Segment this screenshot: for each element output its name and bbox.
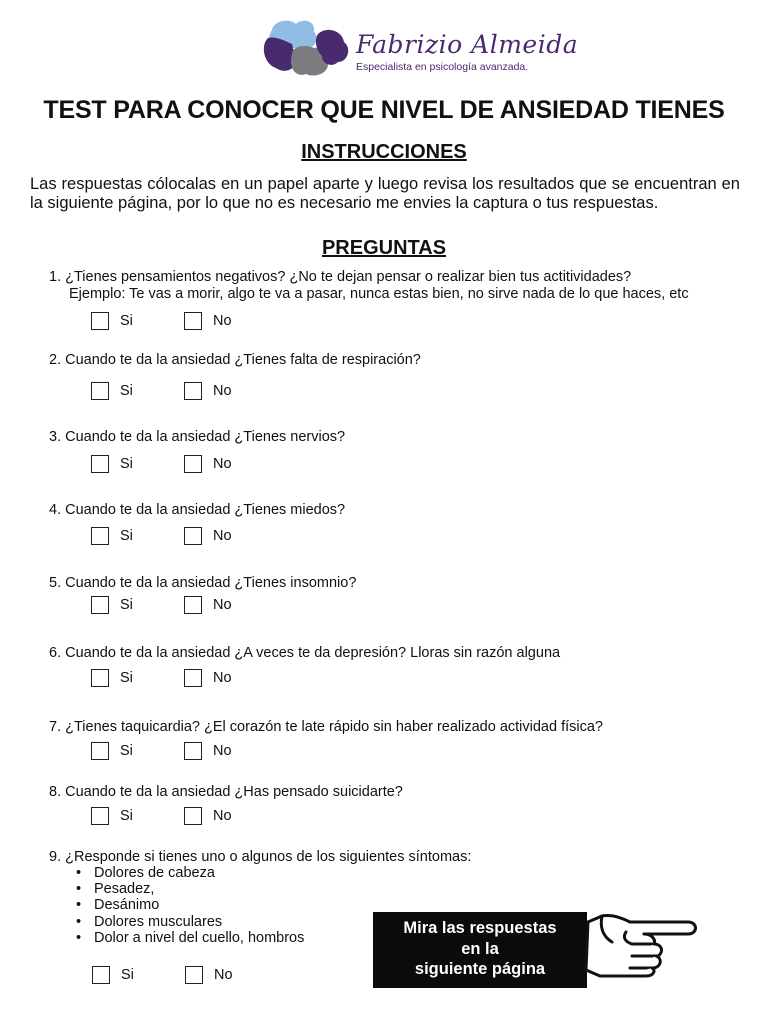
checkbox-no[interactable] xyxy=(184,669,202,687)
brand-name: Fabrizio Almeida xyxy=(356,30,579,59)
checkbox-no[interactable] xyxy=(185,966,203,984)
instructions-text: Las respuestas cólocalas en un papel aparte y luego revisa los resultados que se encuentran en la siguiente página, por lo que no es necesario me envies la captura o tus respuestas. xyxy=(30,175,740,212)
checkbox-no[interactable] xyxy=(184,382,202,400)
option-label: No xyxy=(213,670,232,686)
option-label: Si xyxy=(121,967,134,983)
pointing-hand-icon xyxy=(582,912,702,982)
option-label: Si xyxy=(120,670,133,686)
page-title: TEST PARA CONOCER QUE NIVEL DE ANSIEDAD TIENES xyxy=(43,96,725,124)
callout-line-1: Mira las respuestas xyxy=(403,919,557,937)
see-answers-callout xyxy=(373,912,587,988)
checkbox-si[interactable] xyxy=(92,966,110,984)
checkbox-no[interactable] xyxy=(184,455,202,473)
symptom-list xyxy=(76,865,304,946)
checkbox-si[interactable] xyxy=(91,382,109,400)
option-label: No xyxy=(213,808,232,824)
option-label: Si xyxy=(120,456,133,472)
question-8: 8. Cuando te da la ansiedad ¿Has pensado suicidarte? xyxy=(49,784,403,800)
list-item: • Dolores de cabeza xyxy=(76,865,304,881)
question-9: 9. ¿Responde si tienes uno o algunos de los siguientes síntomas: xyxy=(49,849,472,865)
option-label: No xyxy=(213,528,232,544)
question-7: 7. ¿Tienes taquicardia? ¿El corazón te late rápido sin haber realizado actividad física? xyxy=(49,719,603,735)
question-4: 4. Cuando te da la ansiedad ¿Tienes miedos? xyxy=(49,502,346,518)
list-item: • Dolores musculares xyxy=(76,914,304,930)
checkbox-si[interactable] xyxy=(91,312,109,330)
question-5: 5. Cuando te da la ansiedad ¿Tienes insomnio? xyxy=(49,575,357,591)
checkbox-no[interactable] xyxy=(184,742,202,760)
option-label: Si xyxy=(120,313,133,329)
checkbox-si[interactable] xyxy=(91,807,109,825)
brand-logo xyxy=(262,16,579,82)
question-3: 3. Cuando te da la ansiedad ¿Tienes nervios? xyxy=(49,429,346,445)
option-label: No xyxy=(213,383,232,399)
checkbox-si[interactable] xyxy=(91,669,109,687)
checkbox-no[interactable] xyxy=(184,527,202,545)
option-label: Si xyxy=(120,808,133,824)
option-label: Si xyxy=(120,383,133,399)
list-item: • Desánimo xyxy=(76,897,304,913)
option-label: Si xyxy=(120,597,133,613)
brain-logo-icon xyxy=(262,16,352,82)
option-label: Si xyxy=(120,743,133,759)
callout-line-2: en la xyxy=(461,939,499,958)
option-label: No xyxy=(213,597,232,613)
checkbox-si[interactable] xyxy=(91,596,109,614)
checkbox-si[interactable] xyxy=(91,455,109,473)
instructions-heading: INSTRUCCIONES xyxy=(301,141,467,163)
checkbox-si[interactable] xyxy=(91,742,109,760)
question-2: 2. Cuando te da la ansiedad ¿Tienes falta de respiración? xyxy=(49,352,421,368)
checkbox-no[interactable] xyxy=(184,596,202,614)
option-label: No xyxy=(214,967,233,983)
option-label: No xyxy=(213,743,232,759)
question-1: 1. ¿Tienes pensamientos negativos? ¿No te dejan pensar o realizar bien tus actitividades? xyxy=(49,269,632,285)
checkbox-si[interactable] xyxy=(91,527,109,545)
option-label: No xyxy=(213,313,232,329)
questions-heading: PREGUNTAS xyxy=(321,237,447,259)
brand-tagline: Especialista en psicología avanzada. xyxy=(356,61,529,73)
callout-line-3: siguiente página xyxy=(414,960,546,978)
list-item: • Pesadez, xyxy=(76,881,304,897)
list-item: • Dolor a nivel del cuello, hombros xyxy=(76,930,304,946)
question-1-example: Ejemplo: Te vas a morir, algo te va a pasar, nunca estas bien, no sirve nada de lo que haces, etc xyxy=(69,286,689,302)
question-6: 6. Cuando te da la ansiedad ¿A veces te da depresión? Lloras sin razón alguna xyxy=(49,645,561,661)
option-label: No xyxy=(213,456,232,472)
checkbox-no[interactable] xyxy=(184,807,202,825)
option-label: Si xyxy=(120,528,133,544)
checkbox-no[interactable] xyxy=(184,312,202,330)
